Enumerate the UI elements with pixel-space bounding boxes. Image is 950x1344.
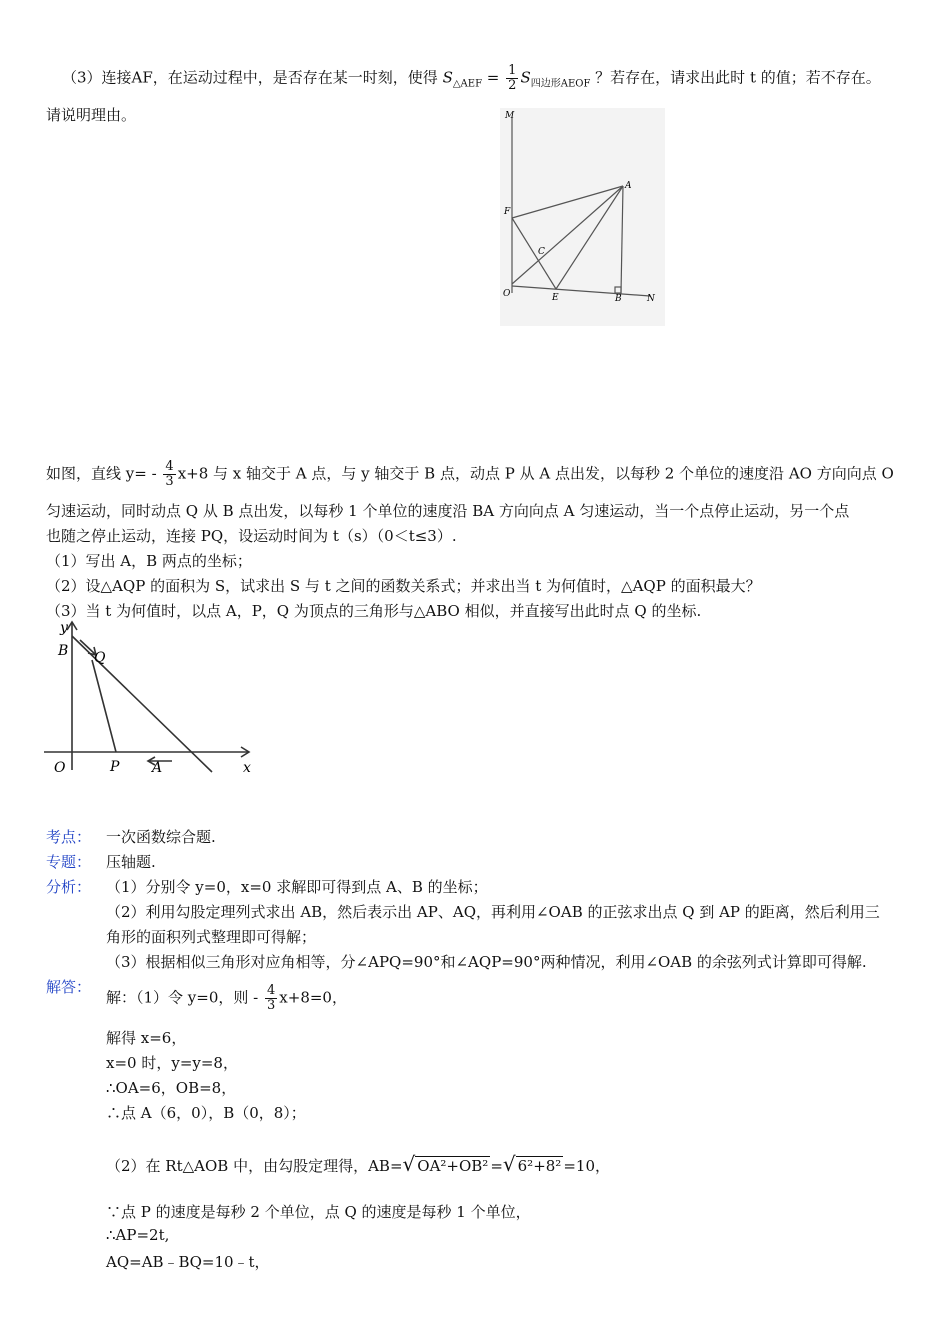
segment-pq [92, 660, 116, 752]
fenxi-2a: （2）利用勾股定理列式求出 AB，然后表示出 AP、AQ，再利用∠OAB 的正弦求出点 Q 到 AP 的距离，然后利用三 [106, 903, 880, 921]
fenxi-2b: 角形的面积列式整理即可得解； [106, 928, 317, 946]
fig2-label-o: O [54, 760, 66, 776]
label-e: E [552, 293, 559, 303]
s-left: S [442, 68, 453, 87]
radicand-2: 6²+8² [517, 1157, 562, 1175]
question-1: （1）写出 A，B 两点的坐标； [46, 552, 252, 570]
sqrt-sign-1: √ [402, 1152, 416, 1176]
zhuanti-label: 专题： [46, 853, 92, 871]
problem-intro: 如图，直线 y= - $\frac{4}{3}$ x+8 与 x 轴交于 A 点，与 y 轴交于 B 点，动点 P 从 A 点出发，以每秒 2 个单位的速度沿 AO 方向向点 O [46, 459, 894, 489]
sqrt-sign-2: √ [502, 1152, 516, 1176]
jieda-1: 解：（1）令 y=0，则 - $\frac{4}{3}$ x+8=0， [106, 983, 347, 1013]
label-a: A [625, 181, 632, 191]
s-right: S [520, 68, 531, 87]
s-right-sub: 四边形AEOF [530, 78, 591, 90]
part3-prefix: （3）连接AF，在运动过程中，是否存在某一时刻，使得 [62, 68, 438, 87]
jieda-fraction: $\frac{4}{3}$ [267, 983, 276, 1013]
figure-1 [500, 108, 665, 326]
radicand-1: OA²+OB² [417, 1157, 489, 1175]
solution-step-6: ∵点 P 的速度是每秒 2 个单位，点 Q 的速度是每秒 1 个单位， [106, 1203, 531, 1221]
question-3: （3）当 t 为何值时，以点 A，P，Q 为顶点的三角形与△ABO 相似，并直接写出此时点 Q 的坐标. [46, 602, 702, 620]
solution-step-1: 解得 x=6， [106, 1029, 187, 1047]
label-b: B [615, 294, 622, 304]
fenxi-1: （1）分别令 y=0，x=0 求解即可得到点 A、B 的坐标； [106, 878, 488, 896]
label-f: F [504, 207, 511, 217]
solution-step-8: AQ=AB﹣BQ=10﹣t， [106, 1253, 270, 1271]
label-c: C [538, 247, 545, 257]
figure-2 [44, 620, 259, 780]
fig2-label-b: B [58, 643, 69, 659]
s-left-sub: △AEF [452, 78, 483, 90]
solution-step-3: ∴OA=6，OB=8， [106, 1079, 237, 1097]
solution-step-7: ∴AP=2t, [106, 1226, 170, 1244]
fig2-label-x: x [243, 760, 251, 776]
jieda-label: 解答： [46, 978, 92, 996]
label-n: N [647, 294, 655, 304]
intro-fraction: $\frac{4}{3}$ [165, 459, 174, 489]
part3-line1 [62, 64, 881, 93]
part3-line2: 请说明理由。 [46, 106, 137, 124]
kaodian-label: 考点： [46, 828, 92, 846]
part3-suffix: ？若存在，请求出此时 t 的值；若不存在。 [595, 68, 881, 87]
label-o: O [503, 289, 511, 299]
figure-1-bg [500, 108, 665, 326]
label-m: M [505, 111, 515, 121]
zhuanti-text: 压轴题. [106, 853, 156, 871]
solution-step-5: （2）在 Rt△AOB 中，由勾股定理得，AB=√ OA²+OB² =√ 6²+8² =10， [106, 1152, 610, 1176]
question-2: （2）设△AQP 的面积为 S，试求出 S 与 t 之间的函数关系式；并求出当 t 为何值时，△AQP 的面积最大？ [46, 577, 761, 595]
fig2-label-a: A [152, 760, 163, 776]
problem-line3: 也随之停止运动，连接 PQ，设运动时间为 t（s）（0＜t≤3）. [46, 527, 457, 545]
fig2-label-q: Q [94, 650, 106, 666]
half-fraction: $\frac{1}{2}$ [508, 63, 517, 93]
fig2-label-p: P [110, 759, 120, 775]
solution-step-2: x=0 时，y=y=8， [106, 1054, 238, 1072]
fig2-label-y: y [60, 620, 68, 636]
problem-line2: 匀速运动，同时动点 Q 从 B 点出发，以每秒 1 个单位的速度沿 BA 方向向点 A 匀速运动，当一个点停止运动，另一个点 [46, 502, 850, 520]
solution-step-4: ∴点 A（6，0），B（0，8）； [106, 1104, 306, 1122]
equals-sign: = [486, 68, 500, 87]
fenxi-label: 分析： [46, 878, 92, 896]
kaodian-text: 一次函数综合题. [106, 828, 216, 846]
fenxi-3: （3）根据相似三角形对应角相等，分∠APQ=90°和∠AQP=90°两种情况，利用∠OAB 的余弦列式计算即可得解. [106, 953, 867, 971]
